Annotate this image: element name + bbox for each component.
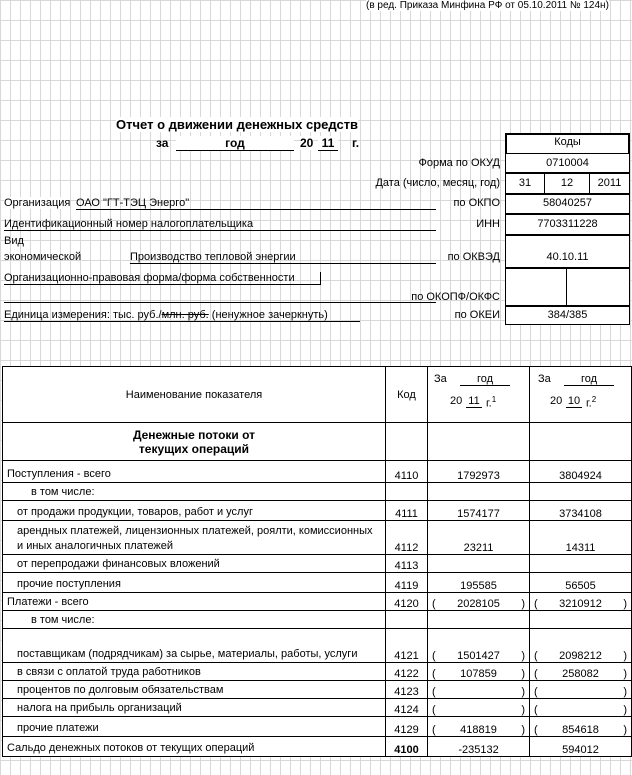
row-name: Поступления - всего	[3, 461, 386, 483]
row-code: 4121	[386, 629, 428, 663]
row-value-v2	[530, 501, 632, 521]
paren-close: )	[521, 686, 525, 698]
paren-close: )	[623, 598, 627, 610]
paren-close: )	[623, 724, 627, 736]
row-code: 4123	[386, 681, 428, 699]
col4-year-word: год	[564, 373, 614, 386]
row-value-v1	[428, 461, 530, 483]
row-name: налога на прибыль организаций	[3, 699, 386, 717]
row-value-v2	[530, 629, 632, 663]
row-code: 4120	[386, 593, 428, 611]
col3-suffix	[486, 395, 496, 410]
col4-suffix	[586, 395, 596, 410]
row-name: Платежи - всего	[3, 593, 386, 611]
row-value-v1	[428, 737, 530, 757]
table-row	[3, 611, 632, 629]
row-name: арендных платежей, лицензионных платежей, роялти, комиссионных и иных аналогичных платежей	[3, 521, 386, 555]
value: 418819	[460, 724, 497, 736]
paren-close: )	[623, 686, 627, 698]
col4-prefix: 20	[550, 395, 563, 407]
col4-za: За	[538, 373, 551, 385]
row-value-v1	[428, 501, 530, 521]
col-name-header: Наименование показателя	[3, 367, 386, 423]
row-code	[386, 611, 428, 629]
date-label: Дата (число, месяц, год)	[375, 177, 500, 189]
row-value-v1	[428, 717, 530, 737]
paren-open: (	[432, 724, 436, 736]
period-word: год	[176, 136, 294, 151]
value: 56505	[565, 580, 596, 592]
inn-label: ИНН	[476, 218, 500, 230]
value: 14311	[565, 542, 596, 554]
row-value-v1	[428, 593, 530, 611]
row-value-v2	[530, 555, 632, 573]
section-title-1: Денежные потоки от	[132, 427, 256, 442]
col3-year-word: год	[460, 373, 510, 386]
period-prefix: за	[156, 136, 169, 150]
inn-full-label: Идентификационный номер налогоплательщика	[4, 218, 436, 231]
row-value-v1	[428, 699, 530, 717]
value: 1792973	[457, 470, 500, 482]
unit-suffix: (ненужное зачеркнуть)	[208, 309, 328, 321]
row-value-v2	[530, 461, 632, 483]
table-row	[3, 593, 632, 611]
okopf-cell	[505, 268, 567, 306]
value: 3734108	[559, 508, 602, 520]
col3-year: 11	[466, 395, 482, 408]
table-row	[3, 699, 632, 717]
section-v1	[428, 423, 530, 461]
paren-close: )	[623, 668, 627, 680]
row-name: в том числе:	[3, 611, 386, 629]
section-code	[386, 423, 428, 461]
okved-value: 40.10.11	[546, 251, 589, 263]
value: 195585	[460, 580, 497, 592]
row-name: прочие платежи	[3, 717, 386, 737]
col3-za: За	[434, 373, 447, 385]
row-name: прочие поступления	[3, 573, 386, 593]
row-value-v1	[428, 611, 530, 629]
row-value-v2	[530, 483, 632, 501]
row-value-v1	[428, 555, 530, 573]
paren-close: )	[521, 598, 525, 610]
okud-value: 0710004	[546, 157, 589, 169]
form-label: Организационно-правовая форма/форма собственности	[4, 272, 321, 285]
row-code: 4111	[386, 501, 428, 521]
date-year: 2011	[597, 177, 622, 189]
org-name: ОАО "ГТ-ТЭЦ Энерго"	[76, 197, 436, 210]
value: 258082	[562, 668, 599, 680]
value: 1501427	[457, 650, 500, 662]
cashflow-table	[2, 366, 632, 757]
value: 1574177	[457, 508, 500, 520]
row-value-v2	[530, 521, 632, 555]
row-code: 4113	[386, 555, 428, 573]
paren-close: )	[623, 650, 627, 662]
okei-label: по ОКЕИ	[454, 309, 500, 321]
row-name: от перепродажи финансовых вложений	[3, 555, 386, 573]
row-value-v2	[530, 663, 632, 681]
paren-open: (	[534, 668, 538, 680]
table-row	[3, 555, 632, 573]
value: 854618	[562, 724, 599, 736]
header-note: (в ред. Приказа Минфина РФ от 05.10.2011 № 124н)	[366, 0, 609, 11]
report-title: Отчет о движении денежных средств	[116, 117, 359, 132]
row-code: 4129	[386, 717, 428, 737]
section-title	[3, 423, 386, 461]
col-2010-header	[530, 367, 632, 423]
row-name: Сальдо денежных потоков от текущих операций	[3, 737, 386, 757]
paren-close: )	[521, 704, 525, 716]
table-row	[3, 573, 632, 593]
value: -235132	[458, 744, 499, 756]
paren-open: (	[534, 724, 538, 736]
table-row	[3, 663, 632, 681]
value: 107859	[460, 668, 497, 680]
paren-close: )	[521, 650, 525, 662]
row-code: 4112	[386, 521, 428, 555]
form-value-line	[4, 302, 436, 303]
col-code-header: Код	[386, 367, 428, 423]
okpo-value: 58040257	[543, 197, 592, 209]
section-v2	[530, 423, 632, 461]
okpo-label: по ОКПО	[453, 197, 500, 209]
table-row	[3, 521, 632, 555]
activity-label-1: Вид	[4, 235, 24, 247]
value: 594012	[562, 744, 599, 756]
section-title-2: текущих операций	[138, 441, 250, 456]
section-row	[3, 423, 632, 461]
table-row	[3, 461, 632, 483]
row-code: 4122	[386, 663, 428, 681]
row-value-v2	[530, 573, 632, 593]
paren-open: (	[432, 668, 436, 680]
paren-open: (	[432, 704, 436, 716]
row-value-v2	[530, 737, 632, 757]
paren-open: (	[534, 598, 538, 610]
year-suffix: 11	[318, 136, 338, 151]
row-code: 4119	[386, 573, 428, 593]
col3-sup: 1	[491, 395, 497, 404]
col-2011-header	[428, 367, 530, 423]
row-name: в том числе:	[3, 483, 386, 501]
paren-close: )	[521, 668, 525, 680]
value: 3210912	[559, 598, 602, 610]
row-name: поставщикам (подрядчикам) за сырье, материалы, работы, услуги	[3, 629, 386, 663]
col4-g: г.	[586, 397, 592, 410]
row-code: 4124	[386, 699, 428, 717]
table-row	[3, 483, 632, 501]
row-code	[386, 483, 428, 501]
codes-header: Коды	[554, 136, 581, 148]
year-g: г.	[352, 136, 360, 150]
table-row	[3, 629, 632, 663]
inn-value: 7703311228	[537, 218, 598, 230]
activity-value: Производство тепловой энергии	[130, 251, 436, 264]
value: 3804924	[559, 470, 602, 482]
row-name: в связи с оплатой труда работников	[3, 663, 386, 681]
col4-year: 10	[567, 395, 581, 407]
unit-line	[4, 309, 360, 322]
table-row	[3, 717, 632, 737]
date-month: 12	[560, 177, 574, 189]
okfs-cell	[566, 268, 630, 306]
paren-open: (	[534, 704, 538, 716]
okud-label: Форма по ОКУД	[418, 157, 500, 169]
row-value-v2	[530, 681, 632, 699]
row-value-v1	[428, 629, 530, 663]
paren-open: (	[432, 598, 436, 610]
row-value-v1	[428, 681, 530, 699]
row-value-v1	[428, 521, 530, 555]
row-value-v1	[428, 663, 530, 681]
row-code: 4100	[386, 737, 428, 757]
row-value-v2	[530, 611, 632, 629]
year-prefix: 20	[300, 136, 314, 150]
paren-close: )	[521, 724, 525, 736]
col3-g: г.	[486, 397, 492, 410]
paren-close: )	[623, 704, 627, 716]
okved-label: по ОКВЭД	[447, 251, 500, 263]
table-row	[3, 737, 632, 757]
date-day: 31	[518, 177, 532, 189]
table-row	[3, 681, 632, 699]
paren-open: (	[432, 686, 436, 698]
row-name: процентов по долговым обязательствам	[3, 681, 386, 699]
row-value-v2	[530, 593, 632, 611]
table-header-row	[3, 367, 632, 423]
paren-open: (	[534, 686, 538, 698]
value: 2098212	[559, 650, 602, 662]
org-label: Организация	[4, 197, 71, 209]
paren-open: (	[432, 650, 436, 662]
paren-open: (	[534, 650, 538, 662]
activity-label-2: экономической	[4, 251, 82, 263]
value: 23211	[463, 542, 494, 554]
row-value-v1	[428, 483, 530, 501]
okopf-label: по ОКОПФ/ОКФС	[411, 291, 500, 303]
okei-value: 384/385	[547, 309, 588, 321]
row-name: от продажи продукции, товаров, работ и услуг	[3, 501, 386, 521]
value: 2028105	[457, 598, 500, 610]
table-row	[3, 501, 632, 521]
row-value-v2	[530, 717, 632, 737]
col3-prefix: 20	[450, 395, 463, 407]
unit-struck: млн. руб.	[161, 309, 209, 321]
row-value-v1	[428, 573, 530, 593]
row-value-v2	[530, 699, 632, 717]
row-code: 4110	[386, 461, 428, 483]
unit-prefix: Единица измерения: тыс. руб./	[4, 309, 162, 321]
col4-sup: 2	[591, 395, 597, 404]
